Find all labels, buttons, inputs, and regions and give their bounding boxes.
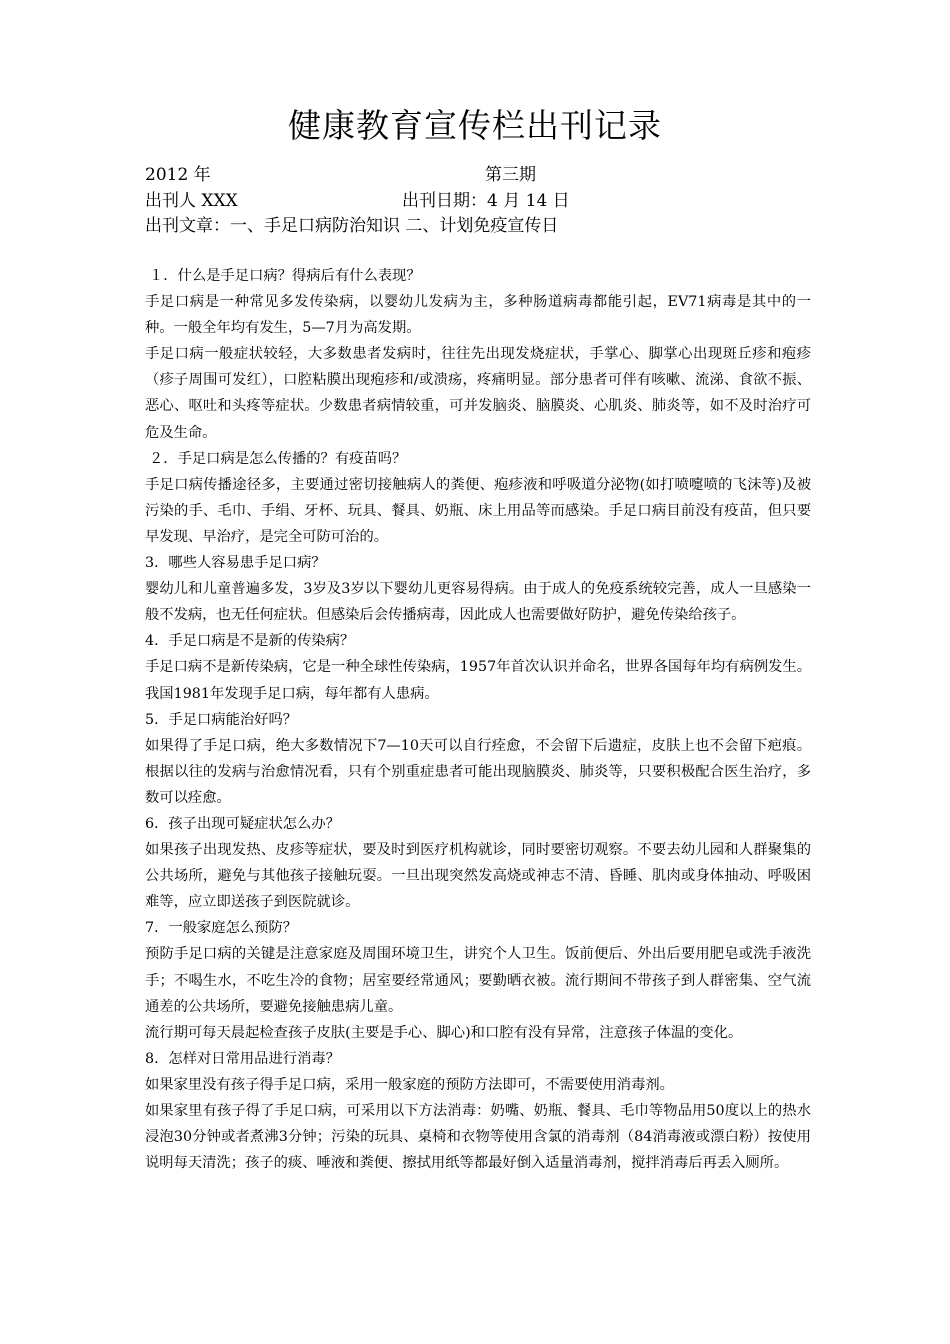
paragraph: 如果得了手足口病，绝大多数情况下7—10天可以自行痊愈，不会留下后遗症，皮肤上也不会留下疤痕。根据以往的发病与治愈情况看，只有个别重症患者可能出现脑膜炎、肺炎等，只要积极配合医生治疗，多数可以痊愈。 [145, 737, 811, 806]
paragraph: 如果孩子出现发热、皮疹等症状，要及时到医疗机构就诊，同时要密切观察。不要去幼儿园和人群聚集的公共场所，避免与其他孩子接触玩耍。一旦出现突然发高烧或神志不清、昏睡、肌肉或身体抽动、呼吸困难等，应立即送孩子到医院就诊。 [145, 842, 811, 911]
question-heading: 7．一般家庭怎么预防？ [145, 920, 298, 937]
question-heading: 4．手足口病是不是新的传染病？ [145, 633, 355, 650]
article-body [145, 263, 811, 1176]
question-heading: 8．怎样对日常用品进行消毒？ [145, 1050, 340, 1067]
publish-date-label: 出刊日期：4 月 14 日 [402, 191, 570, 211]
paragraph: 手足口病传播途径多，主要通过密切接触病人的粪便、疱疹液和呼吸道分泌物(如打喷嚏喷的飞沫等)及被污染的手、毛巾、手绢、牙杯、玩具、餐具、奶瓶、床上用品等而感染。手足口病目前没有疫苗，但只要早发现、早治疗，是完全可防可治的。 [145, 476, 811, 545]
question-heading: 6．孩子出现可疑症状怎么办？ [145, 815, 340, 832]
question-heading: １．什么是手足口病？得病后有什么表现？ [149, 268, 421, 284]
paragraph: 手足口病一般症状较轻，大多数患者发病时，往往先出现发烧症状，手掌心、脚掌心出现斑丘疹和疱疹（疹子周围可发红），口腔粘膜出现疱疹和/或溃疡，疼痛明显。部分患者可伴有咳嗽、流涕、食欲不振、恶心、呕吐和头疼等症状。少数患者病情较重，可并发脑炎、脑膜炎、心肌炎、肺炎等，如不及时治疗可危及生命。 [145, 346, 811, 441]
paragraph: 如果家里没有孩子得手足口病，采用一般家庭的预防方法即可，不需要使用消毒剂。 [145, 1076, 674, 1093]
publisher-label: 出刊人 XXX [145, 191, 238, 211]
question-heading: ２．手足口病是怎么传播的？有疫苗吗？ [149, 450, 407, 467]
year-label: 2012 年 [145, 165, 211, 185]
paragraph: 婴幼儿和儿童普遍多发，3岁及3岁以下婴幼儿更容易得病。由于成人的免疫系统较完善，成人一旦感染一般不发病，也无任何症状。但感染后会传播病毒，因此成人也需要做好防护，避免传染给孩子。 [145, 581, 811, 624]
issue-label: 第三期 [485, 165, 536, 185]
paragraph: 手足口病是一种常见多发传染病，以婴幼儿发病为主，多种肠道病毒都能引起，EV71病毒是其中的一种。一般全年均有发生，5—7月为高发期。 [145, 294, 811, 337]
document-title: 健康教育宣传栏出刊记录 [288, 106, 662, 145]
articles-label: 出刊文章：一、手足口病防治知识 二、计划免疫宣传日 [145, 216, 559, 236]
question-heading: 5．手足口病能治好吗？ [145, 711, 298, 728]
paragraph: 手足口病不是新传染病，它是一种全球性传染病，1957年首次认识并命名，世界各国每年均有病例发生。我国1981年发现手足口病，每年都有人患病。 [145, 659, 811, 702]
paragraph: 流行期可每天晨起检查孩子皮肤(主要是手心、脚心)和口腔有没有异常，注意孩子体温的变化。 [145, 1024, 743, 1041]
question-heading: 3．哪些人容易患手足口病？ [145, 555, 326, 572]
paragraph: 预防手足口病的关键是注意家庭及周围环境卫生，讲究个人卫生。饭前便后、外出后要用肥皂或洗手液洗手；不喝生水，不吃生冷的食物；居室要经常通风；要勤晒衣被。流行期间不带孩子到人群密集、空气流通差的公共场所，要避免接触患病儿童。 [145, 946, 811, 1015]
paragraph: 如果家里有孩子得了手足口病，可采用以下方法消毒：奶嘴、奶瓶、餐具、毛巾等物品用50度以上的热水浸泡30分钟或者煮沸3分钟；污染的玩具、桌椅和衣物等使用含氯的消毒剂（84消毒液或漂白粉）按使用说明每天清洗；孩子的痰、唾液和粪便、擦拭用纸等都最好倒入适量消毒剂，搅拌消毒后再丢入厕所。 [145, 1103, 811, 1172]
